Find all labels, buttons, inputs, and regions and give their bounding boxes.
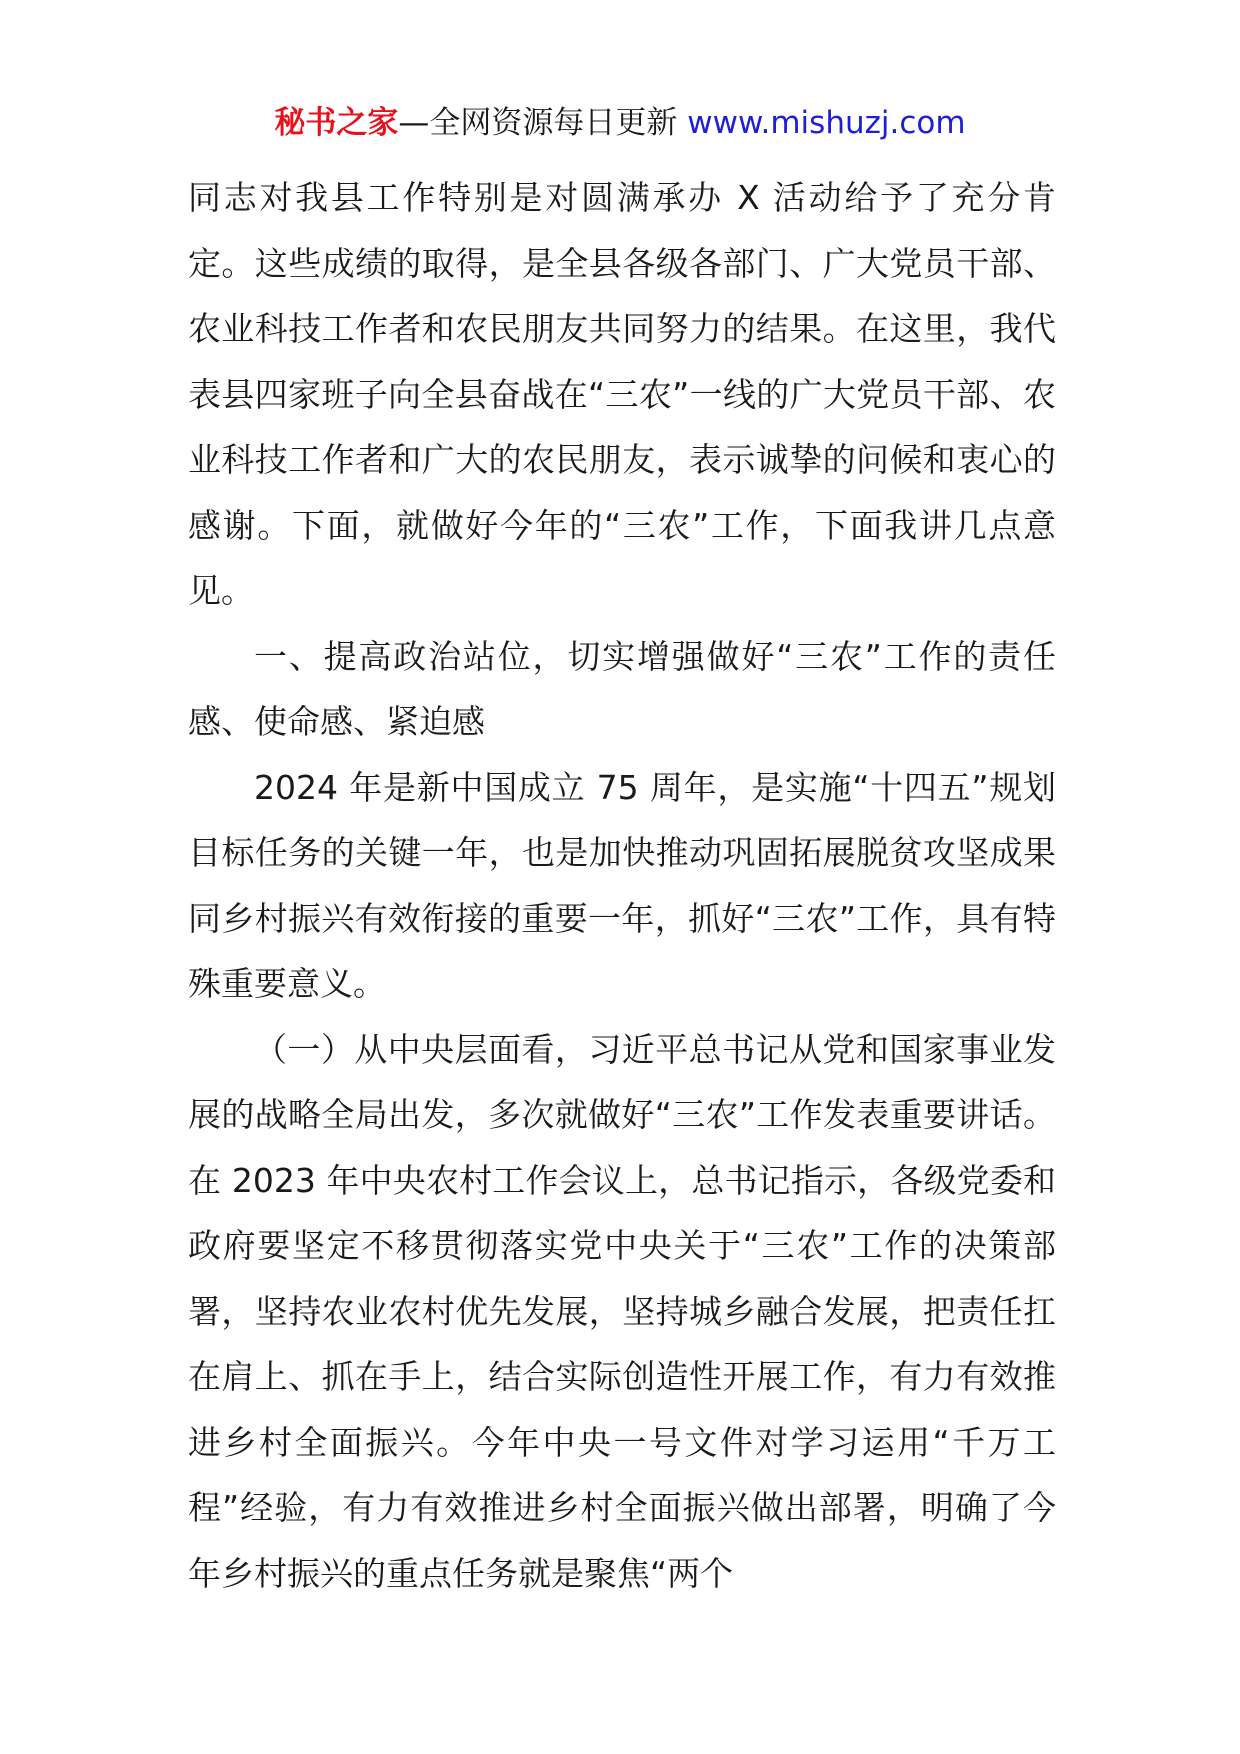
document-body	[188, 165, 1056, 1606]
site-header	[0, 100, 1240, 146]
site-url-link[interactable]: www.mishuzj.com	[687, 105, 966, 141]
site-brand: 秘书之家	[274, 105, 399, 141]
section-heading-1: 一、提高政治站位，切实增强做好“三农”工作的责任感、使命感、紧迫感	[188, 636, 1056, 741]
paragraph-continuation: 同志对我县工作特别是对圆满承办 X 活动给予了充分肯定。这些成绩的取得，是全县各级各部门、广大党员干部、农业科技工作者和农民朋友共同努力的结果。在这里，我代表县四家班子向全县奋战在“三农”一线的广大党员干部、农业科技工作者和广大的农民朋友，表示诚挚的问候和衷心的感谢。下面，就做好今年的“三农”工作，下面我讲几点意见。	[188, 178, 1056, 610]
site-tagline: —全网资源每日更新	[398, 105, 688, 141]
paragraph-central-level: （一）从中央层面看，习近平总书记从党和国家事业发展的战略全局出发，多次就做好“三农”工作发表重要讲话。在 2023 年中央农村工作会议上，总书记指示，各级党委和政府要坚定不移贯彻落实党中央关于“三农”工作的决策部署，坚持农业农村优先发展，坚持城乡融合发展，把责任扛在肩上、抓在手上，结合实际创造性开展工作，有力有效推进乡村全面振兴。今年中央一号文件对学习运用“千万工程”经验，有力有效推进乡村全面振兴做出部署，明确了今年乡村振兴的重点任务就是聚焦“两个	[188, 1029, 1056, 1593]
paragraph-2024-overview: 2024 年是新中国成立 75 周年，是实施“十四五”规划目标任务的关键一年，也是加快推动巩固拓展脱贫攻坚成果同乡村振兴有效衔接的重要一年，抓好“三农”工作，具有特殊重要意义。	[188, 767, 1056, 1003]
